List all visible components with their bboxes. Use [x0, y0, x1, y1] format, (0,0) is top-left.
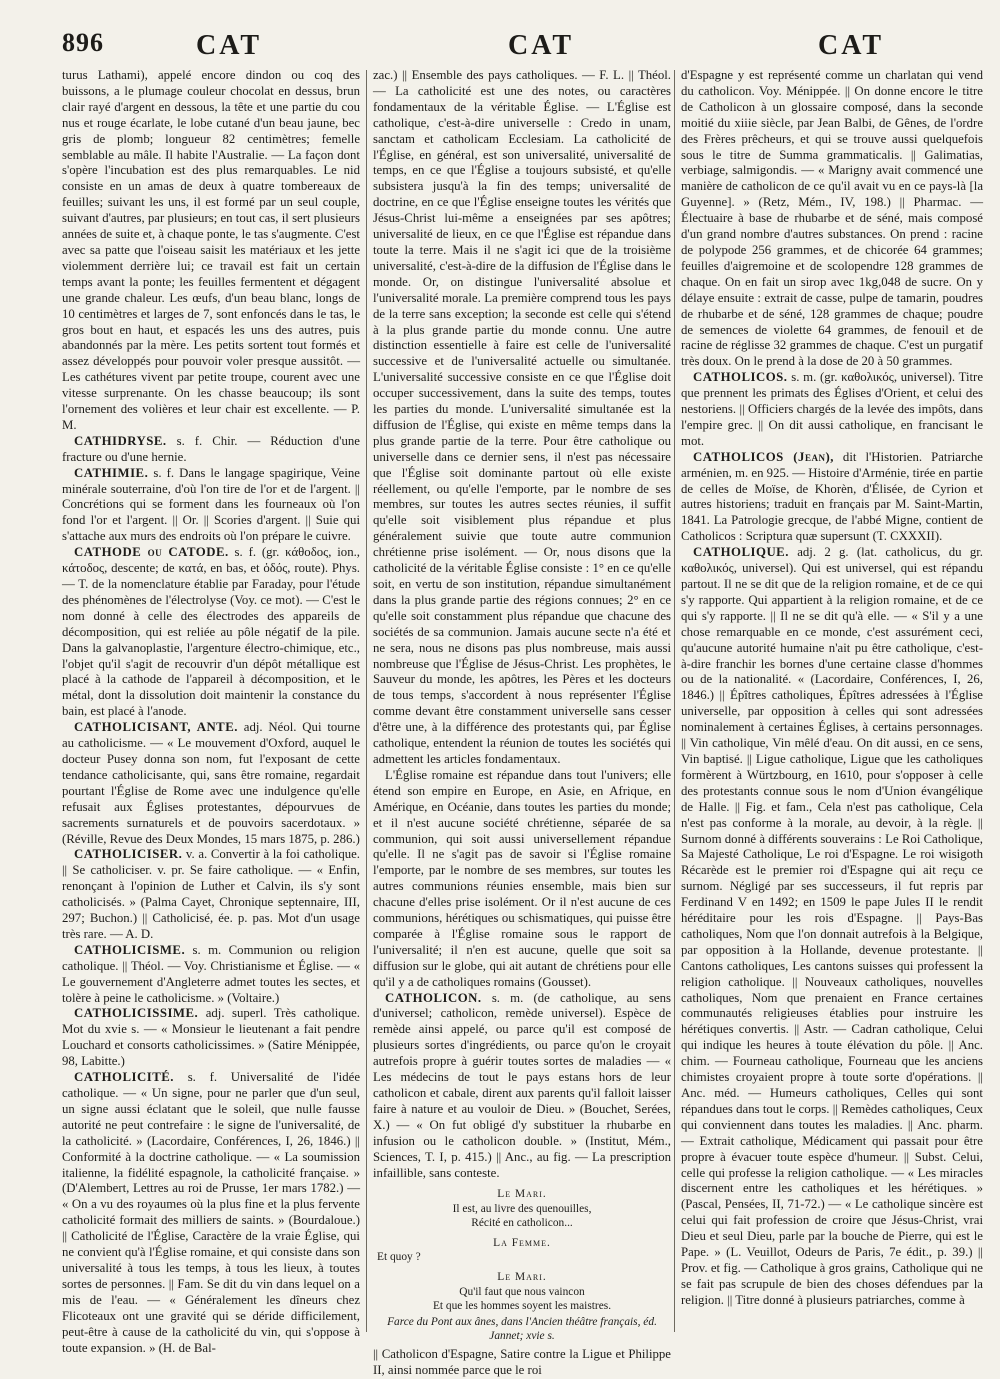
entry-headword: CATHOLICISER. — [74, 847, 183, 862]
dictionary-entry — [62, 466, 360, 546]
dictionary-entry — [681, 370, 983, 450]
entry-text: s. f. Chir. — Réduction d'une fracture ou d'une hernie. — [62, 433, 360, 464]
entry-headword: CATHIDRYSE. — [74, 433, 167, 448]
dictionary-entry — [62, 1070, 360, 1356]
entry-text: adj. superl. Très catholique. Mot du xvie s. — « Monsieur le lieutenant a fait pendre Louchard et consorts catholicissimes. » (Satire Ménippée, 98, Labitte.) — [62, 1006, 360, 1069]
verse-source: Farce du Pont aux ânes, dans l'Ancien théâtre français, éd. Jannet; xvie s. — [387, 1316, 657, 1343]
entry-headword: CATHOLICOS (Jean), — [693, 449, 834, 464]
dictionary-entry — [62, 545, 360, 720]
text-paragraph — [373, 68, 671, 768]
verse-speaker: Le Mari. — [497, 1271, 547, 1284]
verse-quotation — [373, 1187, 671, 1343]
entry-text: dit l'Historien. Patriarche arménien, m. en 925. — Histoire d'Arménie, tirée en partie de celles de Moïse, de Khorèn, d'Élisée, de Cyrion et autres historiens; traduit en français par M. Saint-Martin, 1841. La Patrologie grecque, de l'abbé Migne, contient de Catholicos : Scriptura quæ supersunt (T. CXXXII). — [681, 449, 983, 544]
text-column-2 — [373, 68, 671, 1378]
dictionary-entry — [62, 943, 360, 1007]
entry-text: zac.) || Ensemble des pays catholiques. — F. L. || Théol. — La catholicité est une des notes, ou caractères fondamentaux de la véritable Église. — L'Église est catholique, c'est-à-dire universelle : Credo in unam, sanctam et catholicam Ecclesiam. La catholicité de l'Église, en général, est son universalité, universalité de temps, en ce que l'Église a toujours subsisté, et qu'elle subsistera jusqu'à la fin des temps; universalité de doctrine, en ce que l'Église enseigne toutes les vérités que Jésus-Christ lui-même a enseignées par ses apôtres; universalité de lieux, en ce que l'Église est répandue dans toute la terre. Mais il ne s'agit ici que de la troisième universalité, c'est-à-dire de la diffusion de l'Église dans le monde. Or, on distingue l'universalité absolue et l'universalité morale. La première comprend tous les pays de la terre sans exception; la seconde est celle qui s'étend à la plus grande partie du monde connu. Une autre distinction essentielle à faire est celle de l'universalité successive et de l'universalité actuelle ou simultanée. L'universalité successive consiste en ce que l'Église doit occuper successivement, dans la suite des temps, toutes les parties du monde. L'universalité simultanée est la diffusion de l'Église, qui existe en même temps dans la plus grande partie de la terre. Pour être catholique ou universelle dans ce dernier sens, il n'est pas nécessaire que l'Église soit dominante partout où elle existe réellement, ou qu'elle l'emporte, par le nombre de ses membres, sur toutes les autres sectes réunies, il suffit qu'elle soit visiblement plus répandue et plus généralement suivie que toute autre communion chrétienne prise isolément. — Or, nous disons que la catholicité de la véritable Église consiste : 1° en ce qu'elle soit, en vertu de son institution, répandue simultanément dans la plus grande partie des régions connues; 2° en ce qu'elle soit constamment plus répandue que chacune des sociétés de sa communion. Jamais aucune secte n'a été et ne sera, nous ne disons pas plus nombreuse, mais aussi nombreuse que l'Église de Jésus-Christ. Les prophètes, le Sauveur du monde, les apôtres, les Pères et les docteurs de tous temps, s'accordent à nous représenter l'Église comme devant être constamment universelle sans cesser d'être une, à la différence des protestants qui, par Église catholique, entendent la réunion de toutes les sociétés qui admettent les articles fondamentaux. — [373, 68, 671, 766]
verse-line: Qu'il faut que nous vaincon — [459, 1285, 585, 1298]
dictionary-entry — [681, 545, 983, 1309]
entry-text: s. m. Communion ou religion catholique. || Théol. — Voy. Christianisme et Église. — « Le gouvernement d'Angleterre admet toutes les sectes, et tolère à peine le catholicisme. » (Voltaire.) — [62, 942, 360, 1005]
entry-headword: CATHOLIQUE. — [693, 545, 789, 560]
entry-text: s. f. Universalité de l'idée catholique. — « Un signe, pour ne parler que d'un seul, un signe aussi éclatant que le soleil, que nulle fausse autorité ne peut contrefaire : le signe de l'universalité, de la catholicité. » (Lacordaire, Conférences, I, 26, 1846.) || Conformité à la doctrine catholique. — « La soumission italienne, la fidélité espagnole, la catholicité française. » (D'Alembert, Lettres au roi de Prusse, 1er mars 1782.) — « On a vu des royaumes où la plus fine et la plus fervente catholicité formait des milliers de saints. » (Bourdaloue.) || Catholicité de l'Église, Caractère de la vraie Église, qui ne convient qu'à l'Église romaine, et qui consiste dans son universalité à tous les temps, à tous les lieux, à toutes sortes de personnes. || Fam. Se dit du vin dans lequel on a mis de l'eau. — « Généralement les dîneurs chez Flicoteaux ont une gravité qui se déride difficilement, peut-être à cause de la catholicité du vin, qui s'oppose à toute expansion. » (H. de Bal- — [62, 1070, 360, 1355]
entry-text: adj. Néol. Qui tourne au catholicisme. — « Le mouvement d'Oxford, auquel le docteur Pusey donna son nom, fut l'exposant de cette tendance catholicisante, qui, sans être romaine, regardait pourtant l'Église de Rome avec une indulgence qu'elle refusait aux Églises protestantes, dépourvues de sacrements surnaturels et de pouvoirs sacerdotaux. » (Réville, Revue des Deux Mondes, 15 mars 1875, p. 286.) — [62, 720, 361, 846]
entry-text: v. a. Convertir à la foi catholique. || Se catholiciser. v. pr. Se faire catholique. — « Enfin, renonçant à l'opinion de Luther et Calvin, ils s'y sont catholicisés. » (Palma Cayet, Chronique septennaire, III, 297; Buchon.) || Catholicisé, ée. p. pas. Mot d'un usage très rare. — A. D. — [62, 847, 360, 941]
dictionary-entry — [62, 434, 360, 466]
entry-text: s. m. (gr. καθολικός, universel). Titre que prennent les primats des Églises d'Orient, et celui des nestoriens. || Officiers chargés de la levée des impôts, dans l'empire grec. || On dit aussi catholique, en francisant le mot. — [681, 370, 983, 448]
verse-speaker: La Femme. — [493, 1237, 551, 1250]
verse-speaker: Le Mari. — [497, 1188, 547, 1201]
entry-text: L'Église romaine est répandue dans tout l'univers; elle étend son empire en Europe, en Asie, en Afrique, en Amérique, en Océanie, dans toutes les parties du monde; et il n'est aucune société chrétienne, séparée de sa communion, qui soit aussi universellement répandue qu'elle. Il ne s'agit pas de savoir si l'Église romaine l'emporte, par le nombre de ses membres, sur toutes les autres communions réunies ensemble, mais bien sur chacune d'elles prise isolément. Or il n'est aucune de ces communions, hérétiques ou schismatiques, qui puisse être comparée à l'Église romaine sous le rapport de l'universalité; il n'en est aucune, quelle que soit sa diffusion sur le globe, qui ait autant de chrétiens pour elle qu'il y a de catholiques romains (Gousset). — [373, 767, 671, 989]
entry-headword: CATHOLICISSIME. — [74, 1006, 199, 1021]
text-paragraph — [373, 768, 671, 991]
entry-text: s. f. (gr. κάθοδος, ion., κάτοδος, descente; de κατά, en bas, et ὁδός, route). Phys. — T. de la nomenclature établie par Faraday, pour l'étude des phénomènes de l'électrolyse (Voy. ce mot). — C'est le nom donné à celle des électrodes des appareils de décomposition, qui est reliée au pôle négatif de la pile. Dans la galvanoplastie, l'argenture électro-chimique, etc., l'objet qu'il s'agit de recouvrir d'un dépôt métallique est placé à la cathode de l'appareil à décomposition, et le métal, dont la dissolution doit maintenir la constance du bain, est placé à l'anode. — [62, 545, 360, 719]
entry-text: d'Espagne y est représenté comme un charlatan qui vend du catholicon. Voy. Ménippée. || On donne encore le titre de Catholicon à un glossaire composé, dans la seconde moitié du xiiie siècle, par Jean Balbi, de Gênes, de l'ordre des Frères prêcheurs, et qui se trouve aussi quelquefois sous le titre de Summa grammaticalis. || Galimatias, verbiage, salmigondis. — « Marigny avait commencé une manière de catholicon de ce qu'il avait vu en ce pays-là [la Guyenne]. » (Retz, Mém., IV, 198.) || Pharmac. — Électuaire à base de rhubarbe et de séné, mais composé d'un grand nombre d'autres substances. On prend : racine de polypode 256 grammes, et de chicorée 64 grammes; feuilles d'aigremoine et de scolopendre 128 grammes de chaque. On en fait un sirop avec 1kg,048 de sucre. On y délaye ensuite : extrait de casse, pulpe de tamarin, poudres de rhubarbe et de séné, 128 grammes de chaque; poudre de semences de violette 64 grammes, de fenouil et de racine de réglisse 32 grammes de chaque. C'est un purgatif très doux. On le prend à la dose de 20 à 50 grammes. — [681, 68, 983, 369]
entry-headword: CATHIMIE. — [74, 465, 149, 480]
verse-line: Il est, au livre des quenouilles, — [452, 1202, 592, 1215]
entry-headword: CATHOLICISANT, ANTE. — [74, 720, 238, 735]
running-head-center: CAT — [508, 30, 575, 61]
entry-text: s. f. Dans le langage spagirique, Veine minérale souterraine, d'où l'on tire de l'or et de l'argent. || Concrétions qui se forment dans les fourneaux où l'on fond l'or et l'argent. || Or. || Scories d'argent. || Suie qui s'attache aux murs des endroits où l'on prépare le cuivre. — [62, 465, 360, 544]
entry-text: s. m. (de catholique, au sens d'universel; catholicon, remède universel). Espèce de remède ainsi appelé, ou parce qu'il est composé de plusieurs sortes d'ingrédients, ou parce qu'on le croyait autrefois propre à guérir toutes sortes de maladies — « Les médecins de tout le pays estans hors de leur catholicon et cabale, dirent aux parents qu'il falloit laisser faire à nature et au vouloir de Dieu. » (Bouchet, Serées, X.) — « On fut obligé d'y substituer la rhubarbe en infusion ou le catholicon double. » (Institut, Mém., Sciences, T. I, p. 415.) || Anc., au fig. — La prescription infaillible, sans conteste. — [373, 990, 671, 1180]
text-paragraph — [62, 68, 360, 434]
verse-line: Récité en catholicon... — [471, 1216, 573, 1229]
entry-headword: CATHOLICISME. — [74, 942, 186, 957]
text-column-1 — [62, 68, 361, 1355]
text-paragraph — [681, 68, 983, 370]
entry-headword: CATHOLICITÉ. — [74, 1070, 174, 1085]
dictionary-entry — [681, 450, 983, 545]
running-head-right: CAT — [818, 30, 885, 61]
column-divider — [674, 70, 675, 1332]
column-divider — [366, 70, 367, 1332]
entry-text: adj. 2 g. (lat. catholicus, du gr. καθολικός, universel). Qui est universel, qui est répandu partout. Il ne se dit que de la religion romaine, et de ce qui s'y rapporte. Qui appartient à la religion romaine, et de ce qui s'y rapporte. || Il ne se dit qu'à elle. — « S'il y a une chose remarquable en ce monde, c'est assurément ceci, qu'aucune autorité humaine n'ait pu être catholique, c'est-à-dire franchir les bornes d'une certaine classe d'hommes ou de la nationalité. « (Lacordaire, Conférences, I, 26, 1846.) || Épîtres catholiques, Épîtres adressées à l'Église universelle, par opposition à celles qui sont adressées nominalement à certaines Églises, à certains personnages. || Vin catholique, Vin mêlé d'eau. On dit aussi, en ce sens, Vin baptisé. || Ligue catholique, Ligue que les catholiques formèrent à Würtzbourg, en 1610, pour s'opposer à celle des protestants connue sous le nom d'Union évangélique de Halle. || Fig. et fam., Cela n'est pas catholique, Cela n'est pas conforme à la morale, au devoir, à la règle. || Surnom donné à différents souverains : Le Roi Catholique, Sa Majesté Catholique, Le roi d'Espagne. Le roi wisigoth Récarède est le premier roi d'Espagne qui ait reçu ce surnom. Négligé par ses successeurs, il fut repris par Ferdinand V en 1492; en 1509 le pape Jules II le rendit héréditaire pour les rois d'Espagne. || Pays-Bas catholiques, Nom que l'on donnait autrefois à la Belgique, par opposition à la Hollande, devenue protestante. || Cantons catholiques, Les cantons suisses qui professent la religion catholique. || Nouveaux catholiques, nouvelles catholiques, Nom que prenaient en France certaines communautés religieuses établies pour instruire les hérétiques convertis. || Astr. — Cadran catholique, Celui qui indique les heures à toute élévation du pôle. || Anc. chim. — Fourneau catholique, Fourneau que les anciens chimistes croyaient propre à toute sorte d'opérations. || Anc. méd. — Humeurs catholiques, Celles qui sont répandues dans tout le corps. || Remèdes catholiques, Ceux qui conviennent dans toutes les maladies. || Anc. pharm. — Extrait catholique, Médicament qui passait pour être propre à évacuer toute espèce d'humeur. || Subst. Celui, celle qui professe la religion catholique. — « Les miracles discernent entre les catholiques et les hérétiques. » (Pascal, Pensées, II, 71-72.) — « Le catholique sincère est celui qui fait profession de croire que Jésus-Christ, vrai Dieu et seul Dieu, parle par la bouche de Pierre, qui est le Pape. » (L. Veuillot, Odeurs de Paris, 7e édit., p. 39.) || Prov. et fig. — Catholique à gros grains, Catholique qui ne se fait pas scrupule de bien des choses défendues par la religion. || Titre donné à plusieurs patriarches, comme à — [681, 545, 983, 1307]
page-number: 896 — [62, 28, 104, 57]
running-head-left: CAT — [196, 30, 263, 61]
verse-line: Et que les hommes soyent les maistres. — [432, 1299, 612, 1312]
entry-text: || Catholicon d'Espagne, Satire contre la Ligue et Philippe II, ainsi nommée parce que le roi — [373, 1347, 671, 1378]
text-paragraph — [373, 1347, 671, 1379]
text-column-3 — [681, 68, 983, 1336]
dictionary-entry — [373, 991, 671, 1182]
entry-headword: CATHOLICON. — [385, 990, 482, 1005]
dictionary-entry — [62, 1006, 360, 1070]
entry-headword: CATHODE ou CATODE. — [74, 545, 229, 560]
dictionary-entry — [62, 720, 360, 847]
dictionary-entry — [62, 847, 360, 942]
entry-headword: CATHOLICOS. — [693, 370, 788, 385]
entry-text: turus Lathami), appelé encore dindon ou coq des buissons, a le plumage couleur chocolat en dessus, brun clair rayé d'argent en dessous, la tête et une partie du cou nus et rouge écarlate, le lobe cutané d'un beau jaune, bec gris de plomb; longueur 82 centimètres; femelle semblable au mâle. Il habite l'Australie. — La façon dont s'opère l'incubation est des plus remarquables. Le nid consiste en un amas de deux à quatre tombereaux de feuilles; suivant les uns, il est formé par un seul couple, suivant d'autres, par plusieurs; en tout cas, il sert plusieurs années de suite et, à chaque ponte, le tas s'augmente. C'est avec sa patte que l'oiseau saisit les matériaux et les jette violemment derrière lui; ce travail est fait un certain temps avant la ponte; les feuilles fermentent et dégagent une grande chaleur. Les œufs, d'un beau blanc, longs de 10 centimètres et larges de 7, sont enfoncés dans le tas, le gros bout en haut, et espacés les uns des autres, puis abandonnés par la mère. Les petits sortent tout formés et assez développés pour pouvoir voler presque aussitôt. — Les cathétures vivent par petite troupe, courent avec une vitesse surprenante. On les chasse beaucoup; ils sont l'ornement des volières et leur chair est excellente. — P. M. — [62, 68, 360, 432]
verse-line: Et quoy ? — [377, 1251, 421, 1264]
